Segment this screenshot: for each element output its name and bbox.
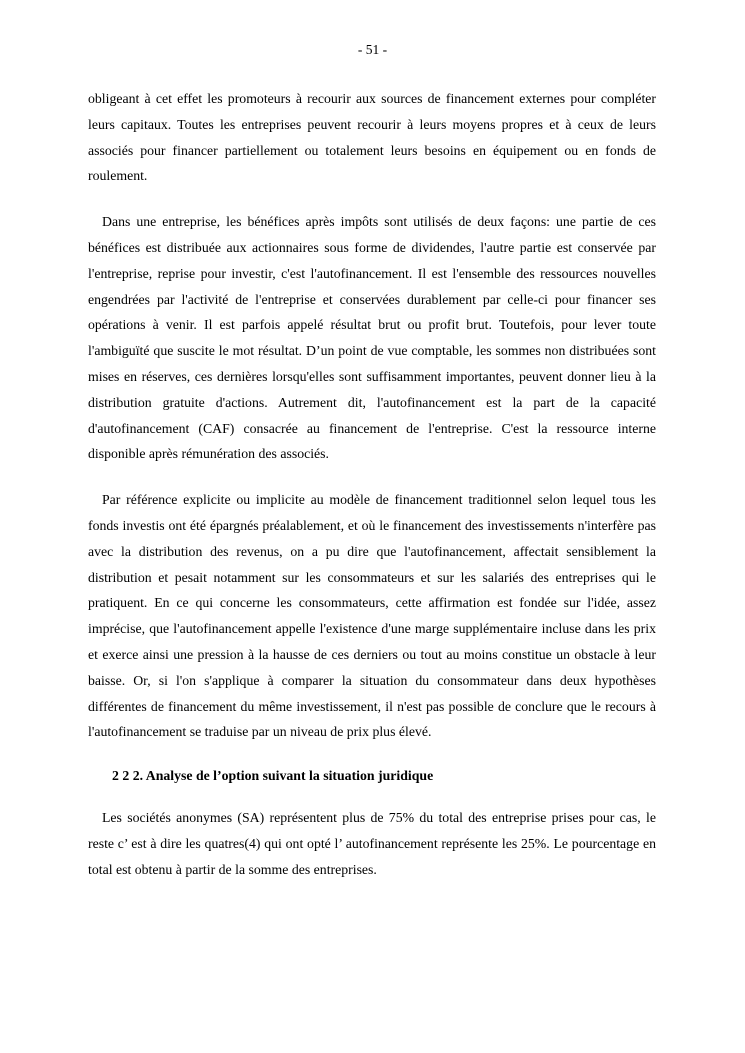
body-text [88,86,656,883]
paragraph-4: Les sociétés anonymes (SA) représentent plus de 75% du total des entreprise prises pour cas, le reste c’ est à dire les quatres(4) qui ont opté l’ autofinancement représente les 25%. Le pourcentage en total est obtenu à partir de la somme des entreprises. [88,810,656,877]
paragraph-2: Dans une entreprise, les bénéfices après impôts sont utilisés de deux façons: une partie de ces bénéfices est distribuée aux actionnaires sous forme de dividendes, l'autre partie est conservée par l'entreprise, reprise pour investir, c'est l'autofinancement. Il est l'ensemble des ressources nouvelles engendrées par l'activité de l'entreprise et conservées durablement par celle-ci pour financer ses opérations à venir. Il est parfois appelé résultat brut ou profit brut. Toutefois, pour lever toute l'ambiguïté que suscite le mot résultat. D’un point de vue comptable, les sommes non distribuées sont mises en réserves, ces dernières lorsqu'elles sont suffisamment importantes, peuvent donner lieu à la distribution gratuite d'actions. Autrement dit, l'autofinancement est la part de la capacité d'autofinancement (CAF) consacrée au financement de l'entreprise. C'est la ressource interne disponible après rémunération des associés. [88,214,656,462]
page-number: - 51 - [357,42,388,57]
paragraph-3: Par référence explicite ou implicite au modèle de financement traditionnel selon lequel tous les fonds investis ont été épargnés préalablement, et où le financement des investissements n'interfère pas avec la distribution des revenus, on a pu dire que l'autofinancement, affectait sensiblement la distribution et pesait notamment sur les consommateurs et sur les salariés des entreprises qui le pratiquent. En ce qui concerne les consommateurs, cette affirmation est fondée sur l'idée, assez imprécise, que l'autofinancement appelle l'existence d'une marge supplémentaire incluse dans les prix et exerce ainsi une pression à la hausse de ces derniers ou tout au moins constitue un obstacle à leur baisse. Or, si l'on s'applique à comparer la situation du consommateur dans deux hypothèses différentes de financement du même investissement, il n'est pas possible de conclure que le recours à l'autofinancement se traduise par un niveau de prix plus élevé. [88,492,656,740]
section-heading: 2 2 2. Analyse de l’option suivant la situation juridique [112,768,434,784]
paragraph-1: obligeant à cet effet les promoteurs à recourir aux sources de financement externes pour compléter leurs capitaux. Toutes les entreprises peuvent recourir à leurs moyens propres et à ceux de leurs associés pour financer partiellement ou totalement leurs besoins en équipement ou en fonds de roulement. [88,91,656,184]
